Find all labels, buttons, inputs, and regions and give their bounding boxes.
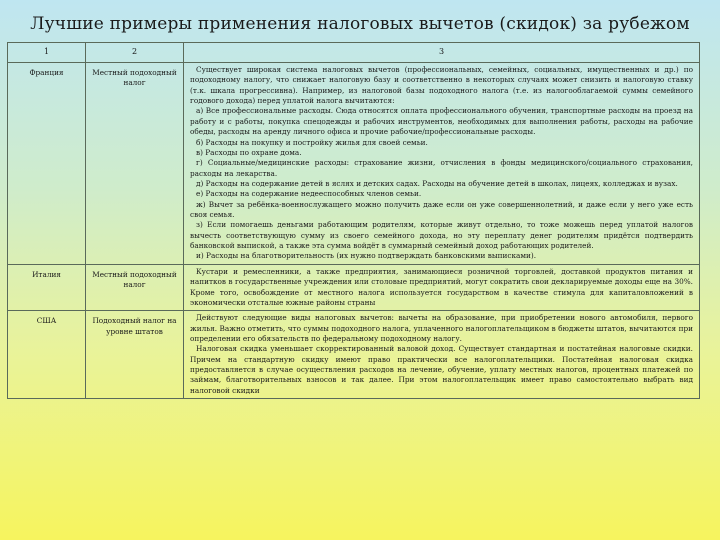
description-cell [184,264,700,310]
tax-deductions-table [7,42,700,399]
tax-cell: Местный подоходный налог [86,63,184,265]
description-cell [184,63,700,265]
table-row-usa [8,311,700,399]
country-cell: Италия [8,264,86,310]
tax-cell: Местный подоходный налог [86,264,184,310]
table-row-france [8,63,700,265]
paragraph: г) Социальные/медицинские расходы: страхование жизни, отчисления в фонды медицинского/социального страхования, расходы на лекарства. [190,158,693,178]
paragraph: д) Расходы на содержание детей в яслях и детских садах. Расходы на обучение детей в школах, лицеях, колледжах и вузах. [196,178,678,188]
paragraph: и) Расходы на благотворительность (их нужно подтверждать банковскими выписками). [196,251,537,261]
paragraph: Действуют следующие виды налоговых вычетов: вычеты на образование, при приобретении нового автомобиля, первого жилья. Важно отметить, что суммы подоходного налога, уплаченного налогоплательщиком в бюджеты штатов, вычитаются при определении его обязательств по федеральному подоходному налогу. [190,313,693,343]
paragraph: Существует широкая система налоговых вычетов (профессиональных, семейных, социальных, имущественных и др.) по подоходному налогу, что снижает налоговую базу и соответственно в некоторых случаях может снизить и налоговую ставку (т.к. шкала прогрессивна). Например, из налоговой базы подоходного налога (т.е. из налогооблагаемой суммы семейного годового дохода) перед уплатой налога вычитаются: [190,65,693,106]
paragraph: а) Все профессиональные расходы. Сюда относятся оплата профессионального обучения, транспортные расходы на проезд на работу и с работы, покупка спецодежды и рабочих инструментов, необходимых для выполнения работы, расходы на рабочие обеды, расходы на аренду личного офиса и прочие рабочие/профессиональные расходы. [190,106,693,137]
description-cell [184,311,700,399]
header-cell-2: 2 [86,43,184,63]
paragraph: б) Расходы на покупку и постройку жилья для своей семьи. [196,137,428,147]
paragraph: Кустари и ремесленники, а также предприятия, занимающиеся розничной торговлей, доставкой продуктов питания и напитков в государственные учреждения или столовые предприятий, могут сократить свои декларируемые доходы еще на 30%. Кроме того, освобождение от местного налога используется государством в качестве стимула для капиталовложений в экономически отсталые южные районы страны [190,266,693,307]
country-cell: США [8,311,86,399]
header-row [8,43,700,63]
paragraph: з) Если помогаешь деньгами работающим родителям, которые живут отдельно, то тоже можешь перед уплатой налогов вычесть соответствующую сумму из своего семейного дохода, но эту переплату денег родителям придётся подтвердить банковской выпиской, а также эта сумма войдёт в суммарный семейный доход работающих родителей. [190,220,693,251]
table-row-italy [8,264,700,310]
paragraph: в) Расходы по охране дома. [196,147,302,157]
country-cell: Франция [8,63,86,265]
page-title: Лучшие примеры применения налоговых вычетов (скидок) за рубежом [30,14,690,34]
tax-cell: Подоходный налог на уровне штатов [86,311,184,399]
paragraph: е) Расходы на содержание недееспособных членов семьи. [196,189,422,199]
paragraph: Налоговая скидка уменьшает скорректированный валовой доход. Существует стандартная и постатейная налоговые скидки. Причем на стандартную скидку имеют право практически все налогоплательщики. Постатейная налоговая скидка предоставляется в случае осуществления расходов на лечение, обучение, уплату местных налогов, процентных платежей по займам, благотворительных взносов и так далее. При этом налогоплательщик имеет право самостоятельно выбрать вид налоговой скидки [190,344,693,395]
header-cell-3: 3 [184,43,700,63]
paragraph: ж) Вычет за ребёнка-военнослужащего можно получить даже если он уже совершеннолетний, и даже если у него уже есть своя семья. [190,199,693,220]
header-cell-1: 1 [8,43,86,63]
